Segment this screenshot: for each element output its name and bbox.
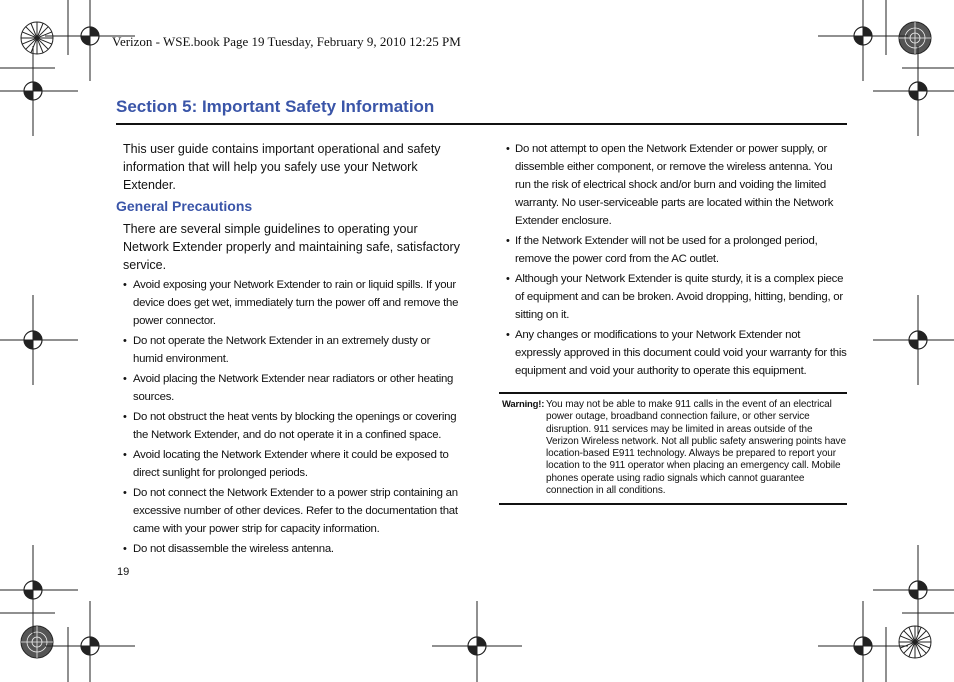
bullet-glyph: • <box>506 235 510 247</box>
list-item <box>116 332 462 368</box>
list-item <box>116 446 462 482</box>
bullet-glyph: • <box>506 329 510 341</box>
running-header: Verizon - WSE.book Page 19 Tuesday, February 9, 2010 12:25 PM <box>112 34 461 49</box>
bullet-glyph: • <box>123 279 127 291</box>
list-item-text: Do not attempt to open the Network Extender or power supply, or dissemble either component, or remove the wireless antenna. You run the risk of electrical shock and/or burn and voiding the limited warranty. No user-serviceable parts are located within the Network Extender enclosure. <box>515 143 834 227</box>
warning-bottom-rule <box>499 503 847 505</box>
list-item-text: Do not disassemble the wireless antenna. <box>133 543 334 555</box>
left-column <box>116 140 462 560</box>
bullet-glyph: • <box>123 487 127 499</box>
precautions-intro: There are several simple guidelines to operating your Network Extender properly and maintaining safe, satisfactory service. <box>123 222 460 272</box>
bullet-glyph: • <box>123 373 127 385</box>
warning-label: Warning!: <box>502 399 545 410</box>
list-item-text: Any changes or modifications to your Network Extender not expressly approved in this document could void your warranty for this equipment and void your authority to operate this equipment. <box>515 329 847 377</box>
bullet-glyph: • <box>123 335 127 347</box>
page-number: 19 <box>117 566 130 578</box>
warning-top-rule <box>499 392 847 394</box>
list-item-text: Do not connect the Network Extender to a power strip containing an excessive number of other devices. Refer to the documentation that came with your power strip for capacity information. <box>133 487 458 535</box>
right-column <box>500 140 848 382</box>
list-item-text: Do not operate the Network Extender in an extremely dusty or humid environment. <box>133 335 431 365</box>
title-rule <box>116 123 847 125</box>
warning-text: You may not be able to make 911 calls in the event of an electrical power outage, broadband connection failure, or other service disruption. 911 services may be limited in areas outside of the Verizon Wireless network. Not all public safety answering points have location-based E911 technology. Always be prepared to report your location to the 911 operator when placing an emergency call. Mobile phones operate using radio signals which cannot guarantee connection in all conditions. <box>546 399 846 497</box>
list-item <box>500 270 848 324</box>
list-item <box>116 276 462 330</box>
list-item <box>116 408 462 444</box>
list-item-text: Although your Network Extender is quite sturdy, it is a complex piece of equipment and can be broken. Avoid dropping, hitting, bending, or sitting on it. <box>515 273 844 321</box>
list-item-text: Avoid exposing your Network Extender to rain or liquid spills. If your device does get wet, immediately turn the power off and remove the power connector. <box>133 279 459 327</box>
list-item-text: Avoid locating the Network Extender where it could be exposed to direct sunlight for prolonged periods. <box>133 449 449 479</box>
list-item <box>500 140 848 230</box>
list-item-text: Avoid placing the Network Extender near radiators or other heating sources. <box>133 373 454 403</box>
list-item <box>116 484 462 538</box>
list-item <box>116 370 462 406</box>
bullet-glyph: • <box>123 449 127 461</box>
intro-paragraph: This user guide contains important operational and safety information that will help you safely use your Network Extender. <box>123 142 441 192</box>
list-item <box>500 232 848 268</box>
subheading-general-precautions: General Precautions <box>116 198 253 214</box>
bullet-glyph: • <box>123 411 127 423</box>
list-item-text: Do not obstruct the heat vents by blocking the openings or covering the Network Extender, and do not operate it in a confined space. <box>133 411 457 441</box>
right-precautions-list <box>500 140 848 380</box>
section-title: Section 5: Important Safety Information <box>116 97 435 116</box>
list-item-text: If the Network Extender will not be used for a prolonged period, remove the power cord from the AC outlet. <box>515 235 818 265</box>
list-item <box>116 540 462 558</box>
bullet-glyph: • <box>506 143 510 155</box>
list-item <box>500 326 848 380</box>
bullet-glyph: • <box>123 543 127 555</box>
precautions-list <box>116 276 462 558</box>
bullet-glyph: • <box>506 273 510 285</box>
